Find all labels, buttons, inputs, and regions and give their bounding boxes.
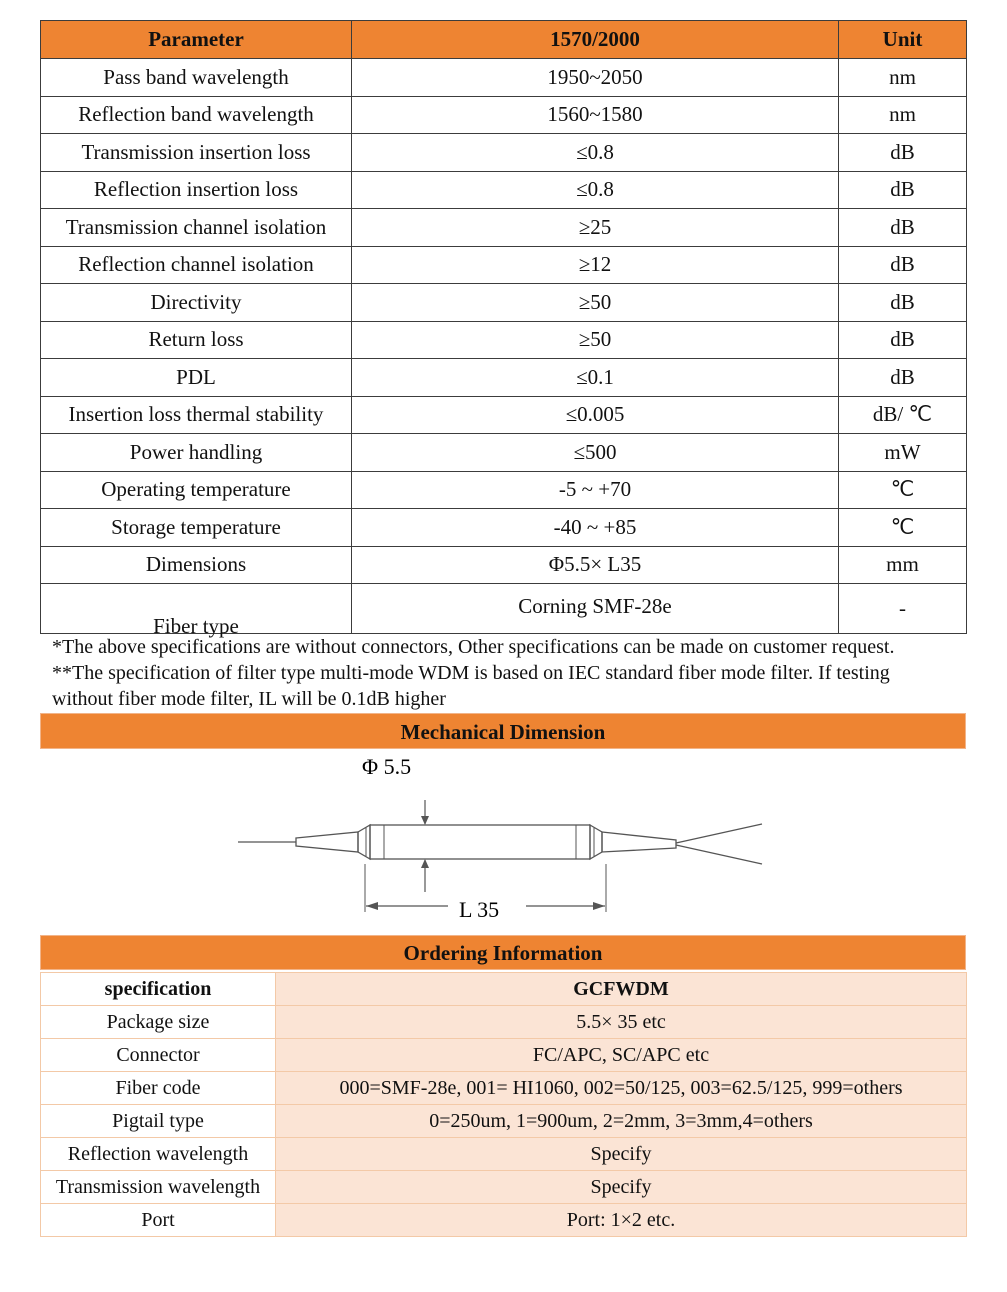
- spec-unit: dB: [839, 359, 967, 397]
- spec-value: ≤0.8: [352, 171, 839, 209]
- spec-parameter: Power handling: [41, 434, 352, 472]
- spec-unit: ℃: [839, 471, 967, 509]
- spec-row: [41, 546, 967, 584]
- output-fiber-upper: [676, 824, 762, 843]
- spec-row: [41, 246, 967, 284]
- ordering-key: Connector: [41, 1039, 276, 1072]
- ordering-information-title: Ordering Information: [40, 935, 966, 970]
- spec-row: [41, 171, 967, 209]
- spec-row: [41, 321, 967, 359]
- spec-parameter: Reflection band wavelength: [41, 96, 352, 134]
- header-parameter: Parameter: [41, 21, 352, 59]
- ordering-key: Fiber code: [41, 1072, 276, 1105]
- ordering-row: [41, 1039, 967, 1072]
- spec-unit: mm: [839, 546, 967, 584]
- length-arrowhead-left: [366, 902, 378, 910]
- ordering-key: Pigtail type: [41, 1105, 276, 1138]
- spec-row: [41, 509, 967, 547]
- right-cap: [590, 825, 602, 859]
- left-taper: [296, 832, 358, 852]
- spec-value: ≤500: [352, 434, 839, 472]
- ordering-key: Package size: [41, 1006, 276, 1039]
- spec-value: [352, 584, 839, 634]
- spec-value: -5 ~ +70: [352, 471, 839, 509]
- ordering-row: [41, 1072, 967, 1105]
- spec-unit: dB: [839, 209, 967, 247]
- spec-unit: ℃: [839, 509, 967, 547]
- spec-unit: nm: [839, 96, 967, 134]
- spec-row: [41, 134, 967, 172]
- spec-parameter: Reflection channel isolation: [41, 246, 352, 284]
- spec-parameter: Return loss: [41, 321, 352, 359]
- ordering-header-row: [41, 973, 967, 1006]
- spec-value: ≤0.1: [352, 359, 839, 397]
- header-value: 1570/2000: [352, 21, 839, 59]
- length-label: L 35: [459, 897, 500, 922]
- ordering-row: [41, 1105, 967, 1138]
- spec-parameter-text: Fiber type: [153, 614, 239, 638]
- spec-parameter: Storage temperature: [41, 509, 352, 547]
- spec-unit: dB: [839, 134, 967, 172]
- spec-value: ≤0.005: [352, 396, 839, 434]
- ordering-key: Reflection wavelength: [41, 1138, 276, 1171]
- spec-parameter: Dimensions: [41, 546, 352, 584]
- tube-body: [370, 825, 590, 859]
- spec-value: -40 ~ +85: [352, 509, 839, 547]
- spec-unit: -: [839, 584, 967, 634]
- length-arrowhead-right: [593, 902, 605, 910]
- spec-unit: dB: [839, 246, 967, 284]
- spec-unit: dB: [839, 284, 967, 322]
- spec-parameter: Transmission channel isolation: [41, 209, 352, 247]
- ordering-table: [40, 972, 967, 1237]
- spec-unit: dB: [839, 171, 967, 209]
- ordering-value: GCFWDM: [276, 973, 967, 1006]
- output-fiber-lower: [676, 845, 762, 864]
- ordering-key: Port: [41, 1204, 276, 1237]
- note-connectors: *The above specifications are without connectors, Other specifications can be made on customer request.: [52, 636, 895, 658]
- spec-parameter: PDL: [41, 359, 352, 397]
- ordering-value: Specify: [276, 1171, 967, 1204]
- spec-value: ≥12: [352, 246, 839, 284]
- spec-row: [41, 584, 967, 634]
- ordering-value: 0=250um, 1=900um, 2=2mm, 3=3mm,4=others: [276, 1105, 967, 1138]
- spec-value: Φ5.5× L35: [352, 546, 839, 584]
- diameter-arrowhead-bottom: [421, 859, 429, 868]
- ordering-key: specification: [41, 973, 276, 1006]
- diameter-arrowhead-top: [421, 816, 429, 825]
- mechanical-dimension-title: Mechanical Dimension: [40, 713, 966, 749]
- spec-row: [41, 284, 967, 322]
- spec-value: ≥50: [352, 321, 839, 359]
- spec-value: 1950~2050: [352, 59, 839, 97]
- ordering-row: [41, 1171, 967, 1204]
- header-unit: Unit: [839, 21, 967, 59]
- spec-notes: [52, 634, 952, 712]
- spec-row: [41, 96, 967, 134]
- ordering-row: [41, 1006, 967, 1039]
- spec-row: [41, 396, 967, 434]
- spec-parameter: Pass band wavelength: [41, 59, 352, 97]
- ordering-value: 5.5× 35 etc: [276, 1006, 967, 1039]
- spec-table: [40, 20, 967, 638]
- spec-parameter: Insertion loss thermal stability: [41, 396, 352, 434]
- spec-parameter: [41, 584, 352, 638]
- mechanical-drawing: [230, 752, 790, 927]
- ordering-row: [41, 1204, 967, 1237]
- ordering-value: 000=SMF-28e, 001= HI1060, 002=50/125, 003=62.5/125, 999=others: [276, 1072, 967, 1105]
- spec-row: [41, 59, 967, 97]
- note-multimode: **The specification of filter type multi-mode WDM is based on IEC standard fiber mode filter. If testing without fiber mode filter, IL will be 0.1dB higher: [52, 662, 890, 710]
- spec-row: [41, 471, 967, 509]
- spec-value: ≥50: [352, 284, 839, 322]
- spec-row: [41, 209, 967, 247]
- spec-parameter: Reflection insertion loss: [41, 171, 352, 209]
- spec-parameter: Transmission insertion loss: [41, 134, 352, 172]
- ordering-key: Transmission wavelength: [41, 1171, 276, 1204]
- spec-row: [41, 359, 967, 397]
- right-taper: [602, 832, 676, 852]
- spec-unit: nm: [839, 59, 967, 97]
- spec-header-row: [41, 21, 967, 59]
- spec-row: [41, 434, 967, 472]
- spec-unit: mW: [839, 434, 967, 472]
- spec-unit: dB: [839, 321, 967, 359]
- spec-value: ≥25: [352, 209, 839, 247]
- spec-value: 1560~1580: [352, 96, 839, 134]
- spec-unit: dB/ ℃: [839, 396, 967, 434]
- spec-parameter: Operating temperature: [41, 471, 352, 509]
- ordering-value: Specify: [276, 1138, 967, 1171]
- ordering-value: Port: 1×2 etc.: [276, 1204, 967, 1237]
- diameter-label: Φ 5.5: [362, 754, 412, 779]
- ordering-row: [41, 1138, 967, 1171]
- ordering-value: FC/APC, SC/APC etc: [276, 1039, 967, 1072]
- spec-parameter: Directivity: [41, 284, 352, 322]
- left-cap: [358, 825, 370, 859]
- spec-value: ≤0.8: [352, 134, 839, 172]
- spec-value-text: Corning SMF-28e: [518, 594, 672, 618]
